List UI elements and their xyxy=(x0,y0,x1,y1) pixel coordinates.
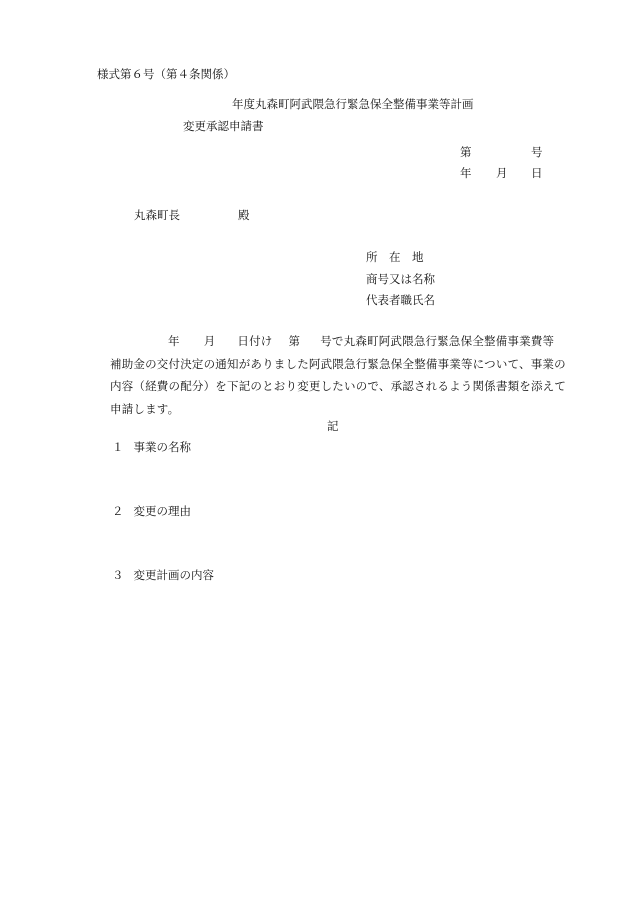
body-dai: 第 xyxy=(288,334,301,348)
item-1 xyxy=(112,439,191,455)
doc-date-month: 月 xyxy=(496,166,508,180)
doc-number-dai: 第 xyxy=(460,145,472,159)
body-line-4: 申請します。 xyxy=(110,401,180,416)
body-line-2: 補助金の交付決定の通知がありました阿武隈急行緊急保全整備事業等について、事業の xyxy=(110,356,566,371)
item-2-label: 変更の理由 xyxy=(133,504,191,518)
addressee-name: 丸森町長 xyxy=(134,208,180,222)
ki-marker: 記 xyxy=(327,419,339,433)
title-line-2: 変更承認申請書 xyxy=(183,119,264,133)
body-line-1 xyxy=(110,330,578,353)
body-month: 月 xyxy=(203,334,216,348)
applicant-company-label: 商号又は名称 xyxy=(366,272,435,286)
doc-date-day: 日 xyxy=(531,166,543,180)
form-label: 様式第６号（第４条関係） xyxy=(97,67,235,81)
item-2-number: ２ xyxy=(112,504,124,518)
item-1-number: １ xyxy=(112,440,124,454)
request-body-paragraph xyxy=(110,330,578,420)
title-line-1: 年度丸森町阿武隈急行緊急保全整備事業等計画 xyxy=(232,97,474,111)
addressee-honorific: 殿 xyxy=(238,208,250,222)
body-go-text: 号で丸森町阿武隈急行緊急保全整備事業費等 xyxy=(320,334,555,348)
doc-number-go: 号 xyxy=(531,145,543,159)
body-line-3: 内容（経費の配分）を下記のとおり変更したいので、承認されるよう関係書類を添えて xyxy=(110,379,567,393)
doc-date-year: 年 xyxy=(460,166,472,180)
item-3-label: 変更計画の内容 xyxy=(133,568,214,582)
item-3-number: ３ xyxy=(112,568,124,582)
applicant-address-label: 所 在 地 xyxy=(366,250,424,264)
item-1-label: 事業の名称 xyxy=(133,440,191,454)
applicant-representative-label: 代表者職氏名 xyxy=(366,293,435,307)
item-3 xyxy=(112,567,214,583)
body-date-suffix: 日付け xyxy=(237,334,273,348)
item-2 xyxy=(112,503,191,519)
body-year: 年 xyxy=(168,334,180,348)
